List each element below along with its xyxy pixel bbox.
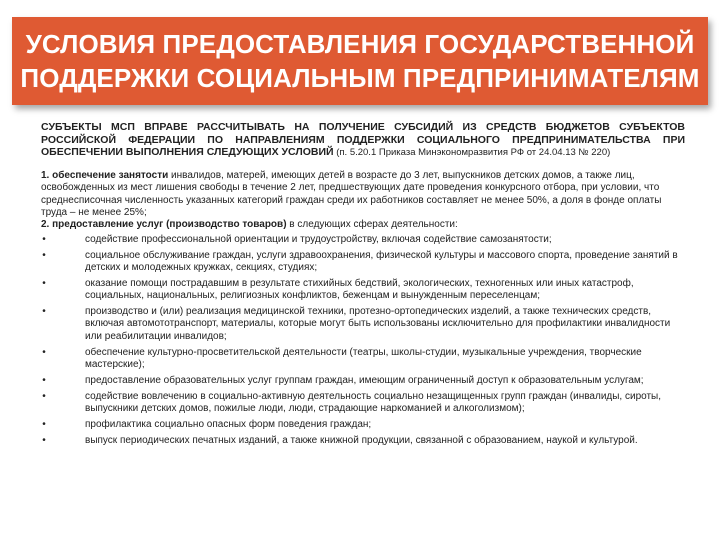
list-item-text: оказание помощи пострадавшим в результате стихийных бедствий, экологических, техногенных или иных катастроф, социальных, национальных, религиозных конфликтов, беженцам и вынужденным переселенцам; [85,277,634,302]
bullet-icon: • [42,418,46,430]
condition-item-2 [41,219,685,231]
bullet-icon: • [42,374,46,386]
list-item-text: профилактика социально опасных форм поведения граждан; [85,418,372,430]
title-banner [12,17,708,105]
list-item-text: содействие профессиональной ориентации и трудоустройству, включая содействие самозанятости; [85,233,552,245]
condition-item-2-label: 2. предоставление услуг (производство товаров) [41,219,287,231]
list-item-text: социальное обслуживание граждан, услуги здравоохранения, физической культуры и массового спорта, проведение занятий в детских и молодежных кружках, секциях, студиях; [85,249,678,274]
activity-list [41,234,685,447]
list-item [41,435,685,447]
list-item [41,375,685,387]
list-item-text: содействие вовлечению в социально-активную деятельность социально незащищенных групп граждан (инвалиды, сироты, выпускники детских домов, пожилые люди, люди, страдающие наркоманией и алкоголизмом); [85,390,662,415]
bullet-icon: • [42,233,46,245]
list-item [41,419,685,431]
bullet-icon: • [42,249,46,261]
bullet-icon: • [42,306,46,318]
condition-item-1-text: инвалидов, матерей, имеющих детей в возрасте до 3 лет, выпускников детских домов, а также лиц, освобожденных из мест лишения свободы в течение 2 лет, предшествующих дате проведения конкурсного отбора, при условии, что среднесписочная численность указанных категорий граждан среди их работников составляет не менее 50%, а доля в фонде оплаты труда – не менее 25%; [41,169,662,218]
lead-reference: (п. 5.20.1 Приказа Минэкономразвития РФ от 24.04.13 № 220) [333,147,611,159]
list-item-text: производство и (или) реализация медицинской техники, протезно-ортопедических изделий, а также технических средств, включая автомототранспорт, материалы, которые могут быть использованы исключительно для профилактики инвалидности или реабилитации инвалидов; [85,306,671,342]
list-item [41,391,685,416]
list-item [41,250,685,275]
lead-paragraph [41,121,685,160]
list-item-text: выпуск периодических печатных изданий, а также книжной продукции, связанной с образованием, наукой и культурой. [85,434,638,446]
list-item [41,347,685,372]
bullet-icon: • [42,277,46,289]
condition-item-1-label: 1. обеспечение занятости [41,169,169,181]
bullet-icon: • [42,434,46,446]
bullet-icon: • [42,390,46,402]
list-item [41,306,685,343]
slide-content [41,121,685,450]
condition-item-1 [41,170,685,220]
list-item-text: предоставление образовательных услуг группам граждан, имеющим ограниченный доступ к образовательным услугам; [85,374,644,386]
lead-text: СУБЪЕКТЫ МСП ВПРАВЕ РАССЧИТЫВАТЬ НА ПОЛУЧЕНИЕ СУБСИДИЙ ИЗ СРЕДСТВ БЮДЖЕТОВ СУБЪЕКТОВ РОССИЙСКОЙ ФЕДЕРАЦИИ ПО НАПРАВЛЕНИЯМ ПОДДЕРЖКИ СОЦИАЛЬНОГО ПРЕДПРИНИМАТЕЛЬСТВА ПРИ ОБЕСПЕЧЕНИИ ВЫПОЛНЕНИЯ СЛЕДУЮЩИХ УСЛОВИЙ [41,121,685,159]
condition-item-2-text: в следующих сферах деятельности: [286,219,458,231]
list-item [41,278,685,303]
list-item [41,234,685,246]
bullet-icon: • [42,346,46,358]
slide-title-line-2: ПОДДЕРЖКИ СОЦИАЛЬНЫМ ПРЕДПРИНИМАТЕЛЯМ [20,63,700,93]
list-item-text: обеспечение культурно-просветительской деятельности (театры, школы-студии, музыкальные учреждения, творческие мастерские); [85,346,642,371]
slide-title-line-1: УСЛОВИЯ ПРЕДОСТАВЛЕНИЯ ГОСУДАРСТВЕННОЙ [25,29,695,59]
